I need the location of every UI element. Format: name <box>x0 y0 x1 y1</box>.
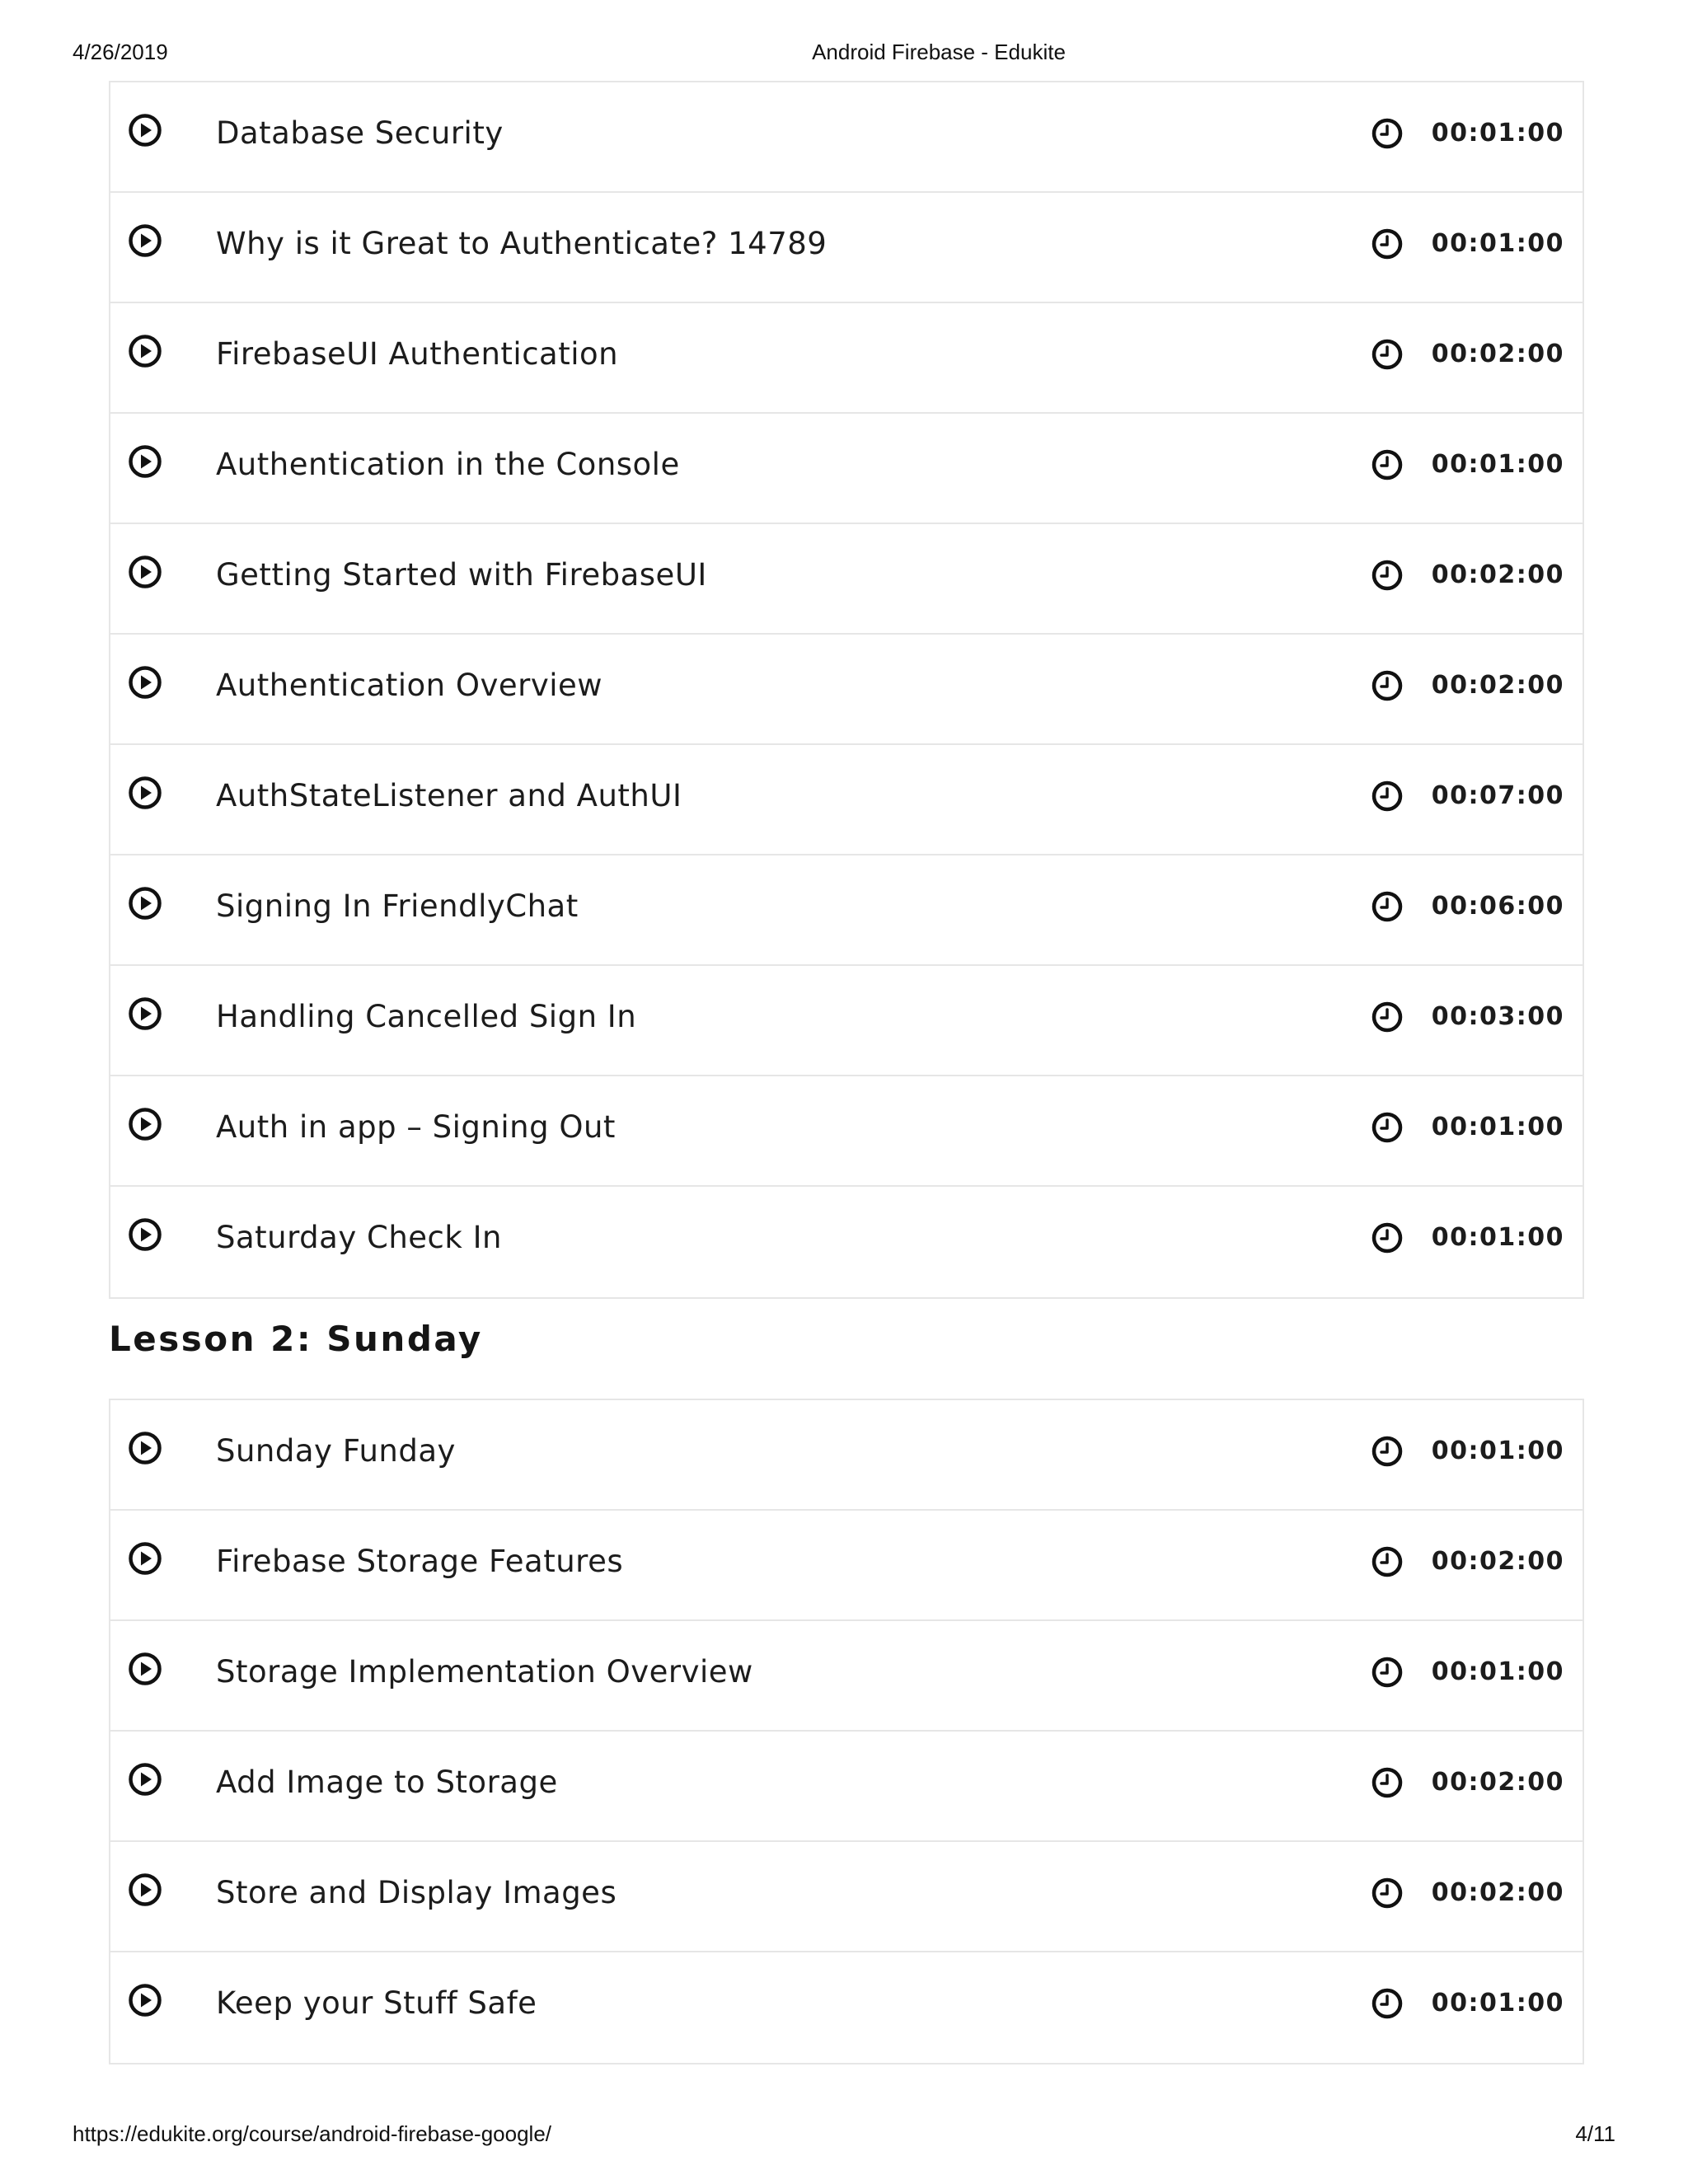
lesson-title[interactable]: Saturday Check In <box>216 1220 502 1255</box>
lesson-duration: 00:06:00 <box>1431 892 1564 921</box>
play-circle-icon[interactable] <box>127 1651 163 1687</box>
lesson-title[interactable]: Handling Cancelled Sign In <box>216 999 637 1034</box>
lesson-duration: 00:02:00 <box>1431 340 1564 368</box>
lesson-title[interactable]: FirebaseUI Authentication <box>216 336 619 372</box>
lesson-duration: 00:02:00 <box>1431 1768 1564 1797</box>
lesson-title[interactable]: Keep your Stuff Safe <box>216 1985 537 2021</box>
lesson-row[interactable] <box>110 1511 1582 1621</box>
lesson-title[interactable]: Why is it Great to Authenticate? 14789 <box>216 226 828 261</box>
lesson-row[interactable] <box>110 635 1582 745</box>
lesson-row[interactable] <box>110 855 1582 966</box>
play-circle-icon[interactable] <box>127 775 163 811</box>
lesson-row[interactable] <box>110 414 1582 524</box>
lesson-title[interactable]: Store and Display Images <box>216 1875 617 1910</box>
print-header <box>0 40 1688 68</box>
lesson-duration: 00:01:00 <box>1431 450 1564 479</box>
clock-icon <box>1371 780 1404 813</box>
lesson-title[interactable]: Getting Started with FirebaseUI <box>216 557 707 593</box>
clock-icon <box>1371 1111 1404 1144</box>
clock-icon <box>1371 1545 1404 1578</box>
play-circle-icon[interactable] <box>127 1106 163 1142</box>
play-circle-icon[interactable] <box>127 885 163 921</box>
lesson-row[interactable] <box>110 303 1582 414</box>
play-circle-icon[interactable] <box>127 554 163 590</box>
lesson-duration: 00:07:00 <box>1431 781 1564 810</box>
lesson-title[interactable]: Database Security <box>216 115 504 151</box>
lesson-row[interactable] <box>110 193 1582 303</box>
lesson-list-section-2 <box>109 1399 1584 2064</box>
lesson-row[interactable] <box>110 1076 1582 1187</box>
clock-icon <box>1371 1656 1404 1689</box>
lesson-title[interactable]: Add Image to Storage <box>216 1765 558 1800</box>
print-footer <box>0 2121 1688 2149</box>
lesson-duration: 00:02:00 <box>1431 1547 1564 1576</box>
clock-icon <box>1371 1877 1404 1910</box>
lesson-duration: 00:01:00 <box>1431 1989 1564 2018</box>
lesson-duration: 00:01:00 <box>1431 1436 1564 1465</box>
lesson-title[interactable]: Authentication in the Console <box>216 447 680 482</box>
clock-icon <box>1371 117 1404 150</box>
clock-icon <box>1371 448 1404 481</box>
lesson-duration: 00:01:00 <box>1431 1657 1564 1686</box>
clock-icon <box>1371 1766 1404 1799</box>
play-circle-icon[interactable] <box>127 996 163 1032</box>
lesson-title[interactable]: Storage Implementation Overview <box>216 1654 753 1690</box>
print-date: 4/26/2019 <box>73 40 168 64</box>
clock-icon <box>1371 669 1404 702</box>
lesson-row[interactable] <box>110 82 1582 193</box>
clock-icon <box>1371 338 1404 371</box>
clock-icon <box>1371 1987 1404 2020</box>
clock-icon <box>1371 559 1404 592</box>
lesson-title[interactable]: Sunday Funday <box>216 1433 456 1469</box>
play-circle-icon[interactable] <box>127 443 163 480</box>
clock-icon <box>1371 890 1404 923</box>
lesson-duration: 00:01:00 <box>1431 119 1564 148</box>
lesson-row[interactable] <box>110 1952 1582 2063</box>
clock-icon <box>1371 227 1404 260</box>
lesson-duration: 00:01:00 <box>1431 1223 1564 1252</box>
lesson-list-section-1 <box>109 81 1584 1299</box>
lesson-title[interactable]: Auth in app – Signing Out <box>216 1109 616 1145</box>
lesson-duration: 00:02:00 <box>1431 560 1564 589</box>
clock-icon <box>1371 1221 1404 1254</box>
lesson-duration: 00:03:00 <box>1431 1002 1564 1031</box>
play-circle-icon[interactable] <box>127 1216 163 1253</box>
lesson-row[interactable] <box>110 524 1582 635</box>
lesson-row[interactable] <box>110 1187 1582 1297</box>
lesson-title[interactable]: Signing In FriendlyChat <box>216 888 579 924</box>
play-circle-icon[interactable] <box>127 223 163 259</box>
play-circle-icon[interactable] <box>127 1982 163 2018</box>
play-circle-icon[interactable] <box>127 1761 163 1797</box>
lesson-row[interactable] <box>110 1621 1582 1732</box>
lesson-row[interactable] <box>110 966 1582 1076</box>
lesson-duration: 00:02:00 <box>1431 1878 1564 1907</box>
play-circle-icon[interactable] <box>127 664 163 701</box>
lesson-row[interactable] <box>110 745 1582 855</box>
lesson-title[interactable]: Firebase Storage Features <box>216 1544 624 1579</box>
play-circle-icon[interactable] <box>127 112 163 148</box>
lesson-duration: 00:02:00 <box>1431 671 1564 700</box>
print-page-number: 4/11 <box>1575 2121 1615 2146</box>
lesson-row[interactable] <box>110 1400 1582 1511</box>
print-page-title: Android Firebase - Edukite <box>812 40 1066 64</box>
lesson-duration: 00:01:00 <box>1431 229 1564 258</box>
play-circle-icon[interactable] <box>127 1430 163 1466</box>
lesson-duration: 00:01:00 <box>1431 1113 1564 1141</box>
lesson-title[interactable]: AuthStateListener and AuthUI <box>216 778 682 813</box>
section-heading: Lesson 2: Sunday <box>109 1319 483 1359</box>
clock-icon <box>1371 1435 1404 1468</box>
lesson-row[interactable] <box>110 1842 1582 1952</box>
lesson-title[interactable]: Authentication Overview <box>216 668 603 703</box>
play-circle-icon[interactable] <box>127 333 163 369</box>
play-circle-icon[interactable] <box>127 1872 163 1908</box>
clock-icon <box>1371 1001 1404 1033</box>
play-circle-icon[interactable] <box>127 1540 163 1577</box>
print-url: https://edukite.org/course/android-firebase-google/ <box>73 2121 552 2146</box>
lesson-row[interactable] <box>110 1732 1582 1842</box>
